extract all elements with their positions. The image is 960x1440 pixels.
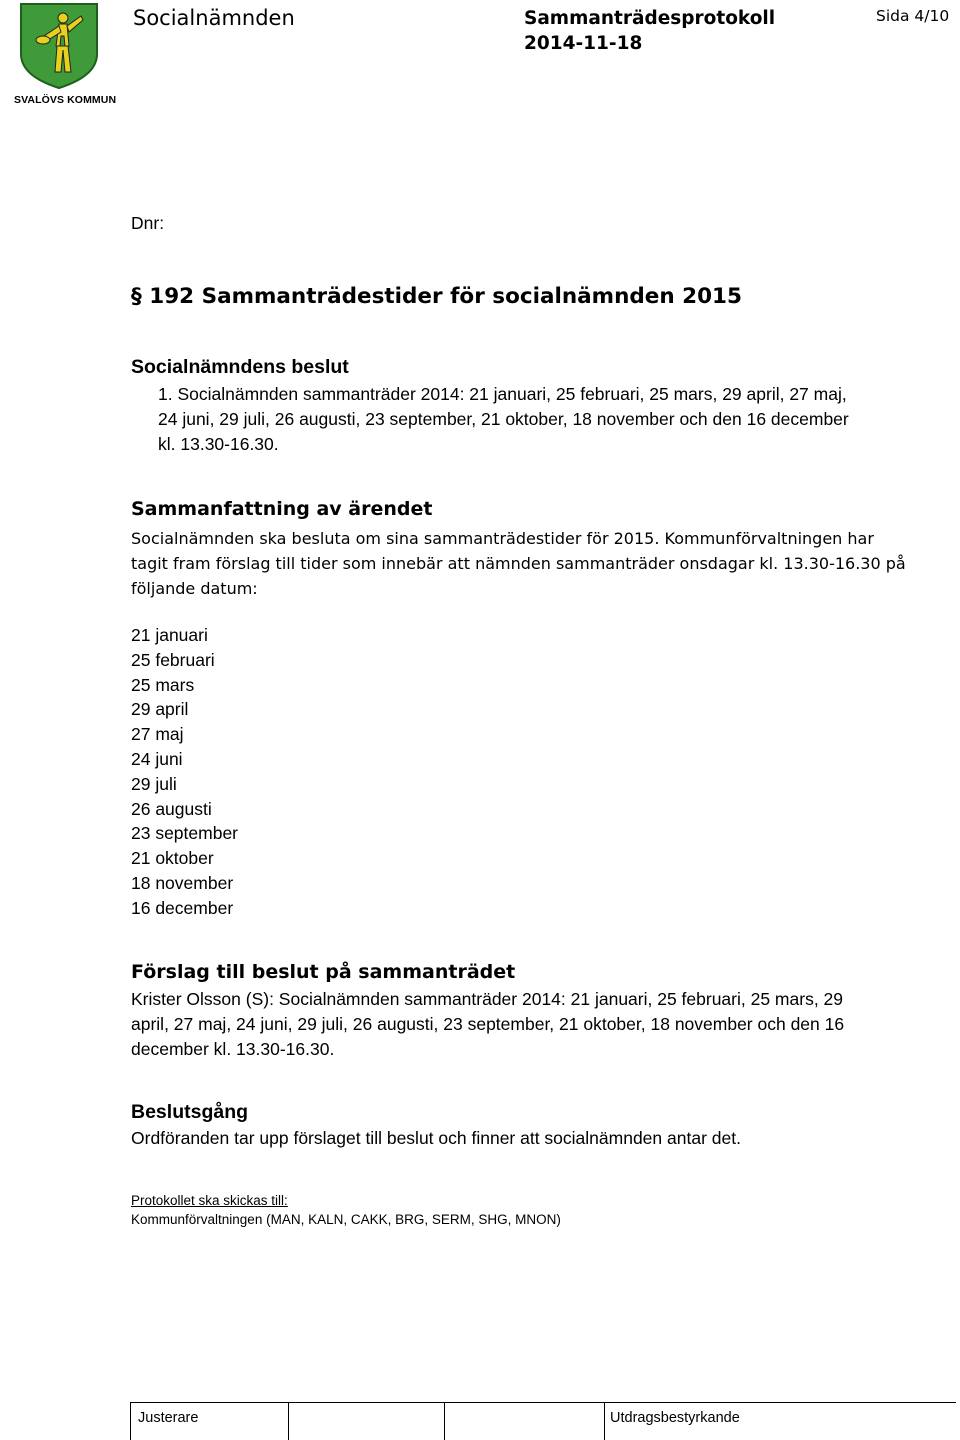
list-item: 23 september bbox=[131, 823, 239, 844]
list-item: 29 juli bbox=[131, 773, 177, 794]
summary-line: följande datum: bbox=[131, 579, 258, 598]
decision-text bbox=[158, 382, 948, 456]
decision-line: kl. 13.30-16.30. bbox=[158, 433, 279, 454]
list-item: 25 februari bbox=[131, 649, 215, 670]
list-item: 18 november bbox=[131, 872, 234, 893]
dnr-label: Dnr: bbox=[131, 213, 165, 233]
proposal-line: april, 27 maj, 24 juni, 29 juli, 26 augusti, 23 september, 21 oktober, 18 november och den 16 bbox=[131, 1013, 845, 1034]
distribution-value: Kommunförvaltningen (MAN, KALN, CAKK, BRG, SERM, SHG, MNON) bbox=[131, 1212, 561, 1227]
table-divider bbox=[604, 1403, 605, 1440]
list-item: 25 mars bbox=[131, 674, 195, 695]
paragraph-title: § 192 Sammanträdestider för socialnämnden 2015 bbox=[131, 284, 742, 309]
decision-line: 24 juni, 29 juli, 26 augusti, 23 september, 21 oktober, 18 november och den 16 december bbox=[158, 408, 849, 429]
signature-table bbox=[130, 1402, 956, 1440]
table-divider bbox=[288, 1403, 289, 1440]
list-item: 24 juni bbox=[131, 748, 183, 769]
proposal-heading: Förslag till beslut på sammanträdet bbox=[131, 961, 516, 983]
protocol-type: Sammanträdesprotokoll bbox=[524, 8, 776, 29]
table-divider bbox=[130, 1403, 131, 1440]
logo-text: SVALÖVS KOMMUN bbox=[14, 94, 117, 106]
list-item: 16 december bbox=[131, 897, 234, 918]
proposal-line: december kl. 13.30-16.30. bbox=[131, 1038, 335, 1059]
page-number: Sida 4/10 bbox=[876, 7, 950, 25]
procedure-text: Ordföranden tar upp förslaget till beslut och finner att socialnämnden antar det. bbox=[131, 1128, 741, 1148]
utdrag-label: Utdragsbestyrkande bbox=[610, 1410, 740, 1426]
decision-line: 1. Socialnämnden sammanträder 2014: 21 januari, 25 februari, 25 mars, 29 april, 27 maj, bbox=[158, 384, 847, 404]
proposal-text bbox=[131, 987, 844, 1061]
meeting-date: 2014-11-18 bbox=[524, 33, 643, 54]
justerare-label: Justerare bbox=[138, 1410, 199, 1426]
summary-line: Socialnämnden ska besluta om sina sammanträdestider för 2015. Kommunförvaltningen har bbox=[131, 529, 874, 548]
municipality-logo bbox=[14, 2, 117, 106]
summary-heading: Sammanfattning av ärendet bbox=[131, 498, 433, 520]
list-item: 21 januari bbox=[131, 625, 208, 645]
list-item: 21 oktober bbox=[131, 848, 214, 869]
list-item: 27 maj bbox=[131, 724, 184, 745]
meeting-dates-list bbox=[131, 623, 238, 921]
summary-line: tagit fram förslag till tider som innebär att nämnden sammanträder onsdagar kl. 13.30-16.30 på bbox=[131, 554, 906, 573]
coat-of-arms-icon bbox=[19, 2, 99, 90]
summary-text bbox=[131, 526, 906, 601]
committee-title: Socialnämnden bbox=[133, 6, 295, 30]
list-item: 29 april bbox=[131, 699, 189, 720]
procedure-heading: Beslutsgång bbox=[131, 1101, 249, 1123]
distribution-label: Protokollet ska skickas till: bbox=[131, 1193, 288, 1208]
table-divider bbox=[444, 1403, 445, 1440]
decision-heading: Socialnämndens beslut bbox=[131, 356, 349, 378]
list-item: 26 augusti bbox=[131, 798, 212, 819]
proposal-line: Krister Olsson (S): Socialnämnden sammanträder 2014: 21 januari, 25 februari, 25 mars, 29 bbox=[131, 989, 844, 1009]
